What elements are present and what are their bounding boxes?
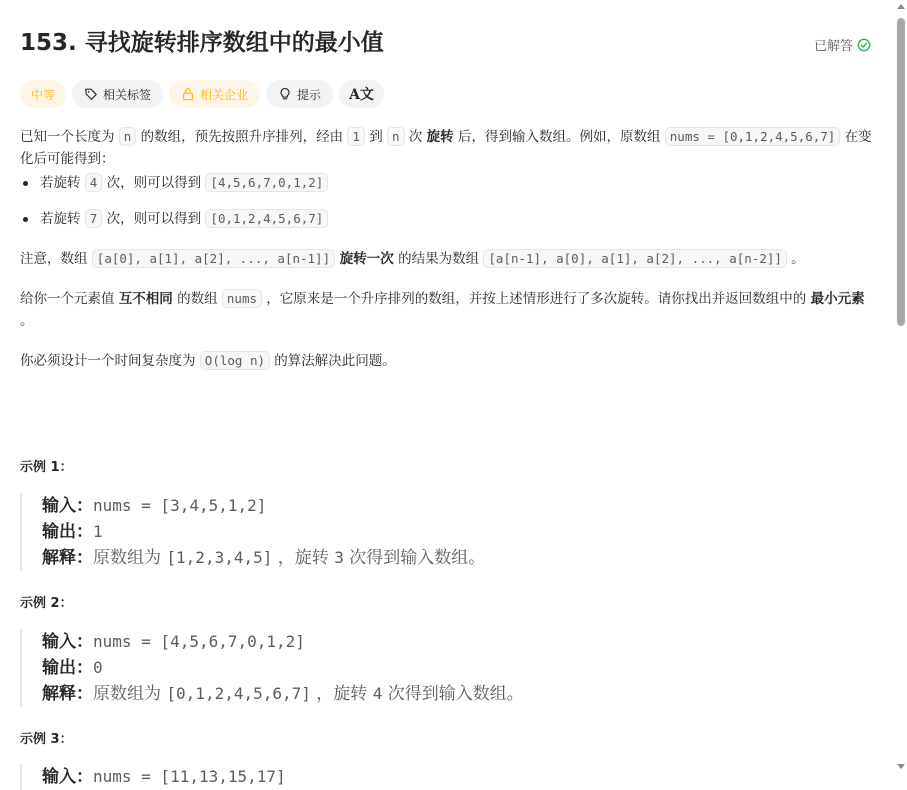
statement-paragraph-2 (20, 248, 875, 270)
statement-text: 给你一个元素值 (20, 291, 119, 307)
example-2-explanation (42, 681, 875, 707)
statement-bold: 互不相同 (118, 291, 173, 307)
explanation-text: 次得到输入数组。 (343, 548, 486, 568)
example-1-input (42, 493, 875, 519)
inline-code: 1 (347, 127, 365, 146)
input-label: 输入： (42, 632, 93, 652)
example-3-block (20, 764, 875, 790)
inline-code: [4,5,6,7,0,1,2] (205, 173, 328, 192)
scroll-down-arrow-icon[interactable] (897, 764, 905, 769)
statement-text: 的数组，预先按照升序排列，经由 (136, 129, 348, 145)
hint-label: 提示 (297, 87, 322, 102)
hint-button[interactable] (266, 80, 333, 108)
example-2-input (42, 629, 875, 655)
explanation-code: [0,1,2,4,5,6,7] (166, 684, 311, 703)
input-value: nums = [11,13,15,17] (93, 767, 286, 786)
inline-code: [0,1,2,4,5,6,7] (205, 209, 328, 228)
explanation-label: 解释： (42, 684, 93, 704)
inline-code: n (387, 127, 405, 146)
solved-status-label: 已解答 (813, 39, 853, 54)
explanation-code: [1,2,3,4,5] (166, 548, 273, 567)
statement-text: 后，得到输入数组。例如，原数组 (453, 129, 665, 145)
problem-header (20, 26, 875, 62)
inline-code: O(log n) (200, 351, 270, 370)
statement-text: 次 (404, 129, 427, 145)
solved-status (814, 35, 871, 54)
input-value: nums = [4,5,6,7,0,1,2] (93, 632, 305, 651)
translate-icon: A文 (349, 87, 374, 103)
problem-description-panel (20, 0, 875, 787)
statement-bold: 旋转一次 (335, 251, 394, 267)
input-label: 输入： (42, 496, 93, 516)
list-item (20, 172, 875, 194)
scroll-up-arrow-icon[interactable] (897, 4, 905, 9)
inline-code: nums = [0,1,2,4,5,6,7] (665, 127, 841, 146)
inline-code: n (119, 127, 137, 146)
inline-code: 4 (85, 173, 103, 192)
output-label: 输出： (42, 522, 93, 542)
statement-text: 的结果为数组 (393, 251, 484, 267)
example-3-input (42, 764, 875, 790)
statement-text: 次，则可以得到 (102, 175, 206, 191)
statement-text: 你必须设计一个时间复杂度为 (20, 353, 200, 369)
example-1-block (20, 493, 875, 571)
inline-code: [a[0], a[1], a[2], ..., a[n-1]] (92, 249, 335, 268)
rotation-examples-list (20, 172, 875, 230)
example-1-title: 示例 1： (20, 460, 73, 475)
statement-text: ，它原来是一个升序排列的数组，并按上述情形进行了多次旋转。请你找出并返回数组中的 (262, 291, 811, 307)
input-label: 输入： (42, 767, 93, 787)
tag-icon (84, 87, 98, 101)
vertical-scrollbar[interactable] (895, 0, 907, 775)
related-tags-button[interactable] (72, 80, 163, 108)
explanation-text: 次得到输入数组。 (382, 684, 524, 704)
inline-code: nums (222, 289, 262, 308)
example-2-output (42, 655, 875, 681)
related-companies-label: 相关企业 (200, 87, 249, 102)
inline-code: 7 (85, 209, 103, 228)
lock-icon (181, 87, 195, 101)
statement-text: 在变化后可能得到： (20, 129, 872, 167)
related-companies-button[interactable] (169, 80, 260, 108)
statement-text: 的数组 (172, 291, 222, 307)
translate-button[interactable] (339, 80, 384, 108)
statement-bold: 旋转 (426, 129, 454, 145)
list-item (20, 208, 875, 230)
statement-text: 到 (364, 129, 388, 145)
statement-text: 。 (786, 251, 805, 267)
statement-paragraph-4 (20, 350, 875, 372)
statement-bold: 最小元素 (810, 291, 865, 307)
difficulty-label: 中等 (31, 87, 56, 102)
statement-text: 已知一个长度为 (20, 129, 119, 145)
explanation-text: 原数组为 (93, 684, 167, 704)
input-value: nums = [3,4,5,1,2] (93, 496, 267, 515)
check-circle-icon (857, 38, 871, 52)
statement-text: 次，则可以得到 (102, 211, 206, 227)
statement-text: 若旋转 (40, 175, 85, 191)
example-2-block (20, 629, 875, 707)
explanation-text: ，旋转 (310, 684, 373, 704)
statement-text: 若旋转 (40, 211, 85, 227)
output-label: 输出： (42, 658, 93, 678)
related-tags-label: 相关标签 (103, 87, 152, 102)
lightbulb-icon (278, 87, 292, 101)
explanation-code: 4 (372, 684, 383, 703)
example-3-title: 示例 3： (20, 732, 73, 747)
statement-text: 。 (20, 313, 34, 329)
explanation-label: 解释： (42, 548, 93, 568)
statement-paragraph-1 (20, 126, 875, 170)
difficulty-badge (20, 80, 66, 108)
explanation-text: 原数组为 (93, 548, 167, 568)
explanation-code: 3 (334, 548, 344, 567)
problem-tags-row (20, 80, 384, 108)
explanation-text: ，旋转 (272, 548, 335, 568)
output-value: 1 (93, 522, 103, 541)
example-2-title: 示例 2： (20, 596, 73, 611)
example-1-output (42, 519, 875, 545)
output-value: 0 (93, 658, 103, 677)
problem-statement (20, 126, 875, 372)
statement-paragraph-3 (20, 288, 875, 332)
statement-text: 的算法解决此问题。 (270, 353, 396, 369)
problem-title[interactable]: 153. 寻找旋转排序数组中的最小值 (20, 30, 384, 56)
example-1-explanation (42, 545, 875, 571)
statement-text: 注意，数组 (20, 251, 92, 267)
inline-code: [a[n-1], a[0], a[1], a[2], ..., a[n-2]] (483, 249, 787, 268)
scrollbar-thumb[interactable] (897, 18, 905, 326)
